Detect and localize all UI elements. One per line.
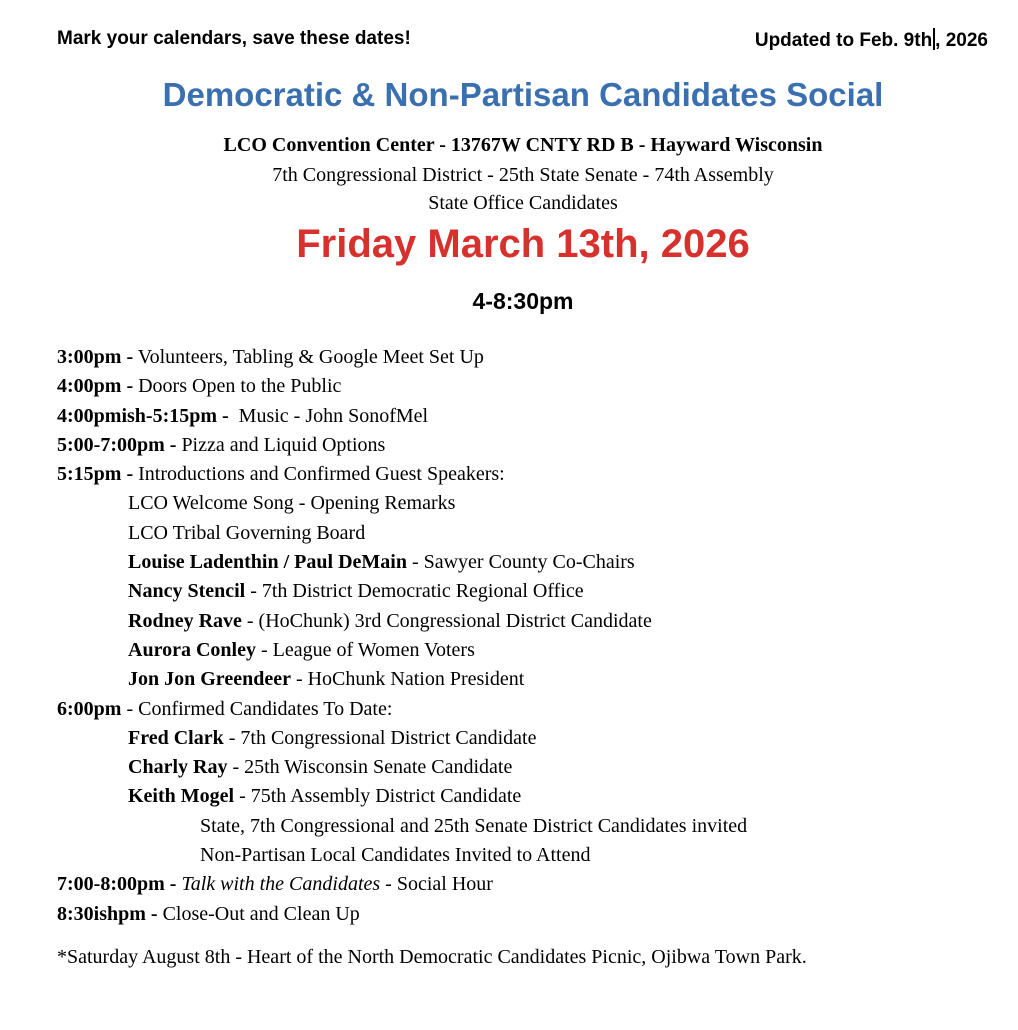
speaker-name: Louise Ladenthin (128, 551, 279, 574)
schedule-time: 3:00pm - (57, 346, 134, 368)
candidate-name: Fred Clark (128, 726, 224, 749)
candidate-note (57, 813, 997, 842)
speaker-separator: / (278, 551, 295, 574)
schedule-text: State, 7th Congressional and 25th Senate District Candidates invited (200, 814, 748, 837)
schedule-time: 5:15pm - (57, 463, 134, 486)
schedule-text: LCO Welcome Song - Opening Remarks (128, 492, 456, 515)
schedule-row (57, 696, 997, 725)
candidate-row (57, 783, 997, 812)
schedule-text: Doors Open to the Public (133, 375, 342, 398)
speaker-row (57, 578, 997, 607)
speaker-name: Aurora Conley (128, 638, 256, 661)
speaker-name: Paul DeMain (294, 551, 407, 574)
schedule-time: 4:00pmish-5:15pm - (57, 404, 229, 427)
schedule-list (57, 344, 997, 930)
tagline: Mark your calendars, save these dates! (57, 28, 411, 49)
schedule-text: Close-Out and Clean Up (157, 902, 360, 925)
footnote: *Saturday August 8th - Heart of the North Democratic Candidates Picnic, Ojibwa Town Park. (57, 946, 807, 968)
schedule-row (57, 373, 997, 402)
schedule-text: Non-Partisan Local Candidates Invited to Attend (200, 844, 591, 867)
event-state-office: State Office Candidates (428, 192, 618, 214)
schedule-time: 7:00-8:00pm - (57, 873, 177, 896)
schedule-text: LCO Tribal Governing Board (128, 521, 366, 544)
event-districts: 7th Congressional District - 25th State Senate - 74th Assembly (272, 164, 774, 186)
candidate-note (57, 842, 997, 871)
schedule-text: Introductions and Confirmed Guest Speakers: (133, 463, 505, 486)
updated-date-suffix: , 2026 (935, 30, 988, 51)
schedule-time: 5:00-7:00pm - (57, 433, 177, 456)
speaker-row (57, 637, 997, 666)
updated-date-prefix: Updated to Feb. 9th (754, 30, 933, 51)
candidate-row (57, 754, 997, 783)
schedule-row (57, 901, 997, 930)
schedule-text: - (HoChunk) 3rd Congressional District Candidate (241, 609, 652, 632)
event-title: Democratic & Non-Partisan Candidates Social (162, 76, 884, 113)
event-time: 4-8:30pm (472, 288, 574, 314)
schedule-text: Music - John SonofMel (228, 404, 429, 427)
schedule-row (57, 344, 997, 373)
schedule-text: - Confirmed Candidates To Date: (121, 697, 393, 720)
schedule-text: - HoChunk Nation President (290, 668, 525, 691)
schedule-text: - 7th Congressional District Candidate (223, 726, 537, 749)
schedule-text: - Social Hour (380, 873, 493, 896)
schedule-row (57, 871, 997, 900)
speaker-name: Rodney Rave (128, 609, 242, 632)
speaker-row (57, 520, 997, 549)
schedule-row (57, 432, 997, 461)
speaker-name: Nancy Stencil (128, 580, 246, 603)
speaker-row (57, 608, 997, 637)
event-date: Friday March 13th, 2026 (296, 222, 750, 266)
schedule-time: 6:00pm (57, 697, 122, 720)
schedule-text: - Sawyer County Co-Chairs (406, 551, 635, 574)
schedule-text: - 75th Assembly District Candidate (234, 785, 522, 808)
candidate-name: Keith Mogel (128, 785, 235, 808)
schedule-text: - 25th Wisconsin Senate Candidate (227, 756, 513, 779)
schedule-text: Pizza and Liquid Options (176, 433, 386, 456)
speaker-row (57, 666, 997, 695)
header-bar (57, 28, 988, 52)
schedule-time: 4:00pm - (57, 375, 134, 398)
schedule-time: 8:30ishpm - (57, 902, 158, 925)
updated-date (755, 28, 988, 52)
schedule-text: Volunteers, Tabling & Google Meet Set Up (133, 346, 484, 368)
candidate-name: Charly Ray (128, 756, 228, 779)
speaker-name: Jon Jon Greendeer (128, 668, 291, 691)
speaker-row (57, 549, 997, 578)
schedule-row (57, 461, 997, 490)
schedule-text: - 7th District Democratic Regional Office (245, 580, 584, 603)
speaker-row (57, 490, 997, 519)
schedule-text: - League of Women Voters (255, 638, 475, 661)
schedule-row (57, 403, 997, 432)
event-venue: LCO Convention Center - 13767W CNTY RD B - Hayward Wisconsin (223, 134, 823, 156)
schedule-highlight: Talk with the Candidates (176, 873, 381, 896)
candidate-row (57, 725, 997, 754)
